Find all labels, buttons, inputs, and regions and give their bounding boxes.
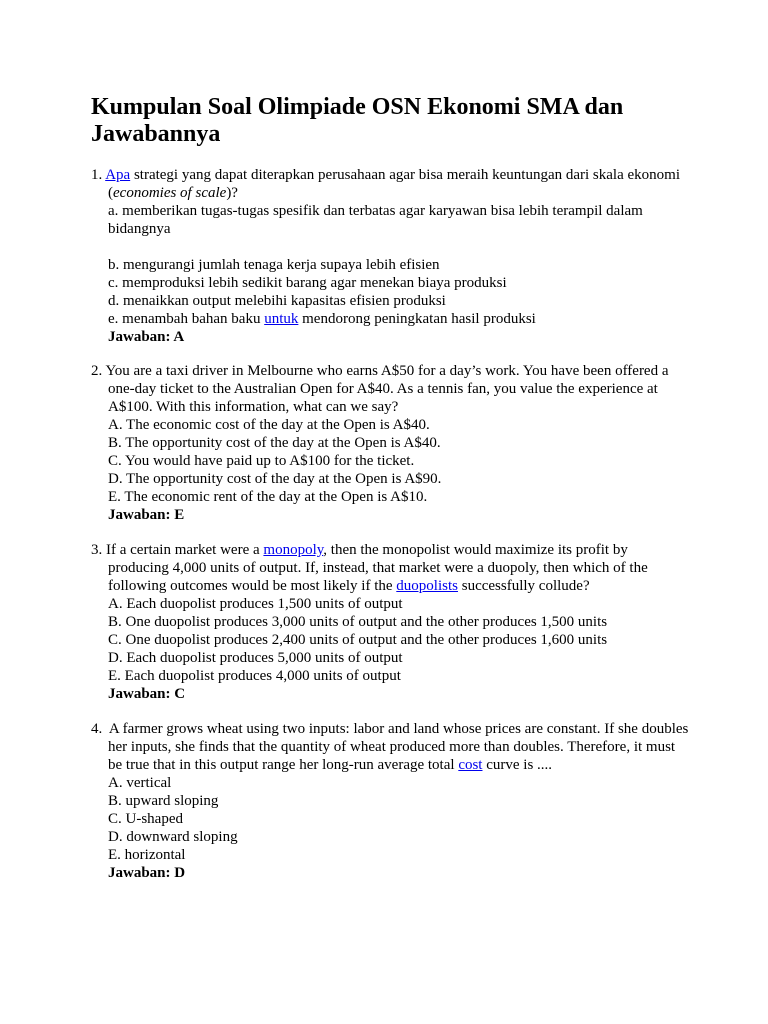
option-a: a. memberikan tugas-tugas spesifik dan terbatas agar karyawan bisa lebih terampil dalam bidangnya: [108, 203, 643, 237]
option-e: E. horizontal: [108, 847, 186, 863]
question-number: 3.: [91, 542, 103, 558]
option-c: C. You would have paid up to A$100 for the ticket.: [108, 453, 415, 469]
question-2-stem: 2. You are a taxi driver in Melbourne who earns A$50 for a day’s work. You have been offered a one-day ticket to the Australian Open for A$40. As a tennis fan, you value the experience at A$100. With this information, what can we say?: [91, 363, 669, 415]
page-title: Kumpulan Soal Olimpiade OSN Ekonomi SMA dan Jawabannya: [91, 94, 624, 147]
option-a: A. vertical: [108, 775, 172, 791]
question-3: [91, 541, 691, 703]
question-1-stem: 1. Apa strategi yang dapat diterapkan perusahaan agar bisa meraih keuntungan dari skala ekonomi (economies of scale)?: [91, 167, 680, 201]
question-4: [91, 720, 691, 882]
option-c: C. U-shaped: [108, 811, 183, 827]
option-e: E. The economic rent of the day at the Open is A$10.: [108, 489, 428, 505]
option-b: b. mengurangi jumlah tenaga kerja supaya lebih efisien: [108, 257, 440, 273]
question-number: 4.: [91, 721, 103, 737]
link-duopolists[interactable]: duopolists: [396, 578, 458, 594]
answer: Jawaban: D: [108, 865, 186, 881]
option-b: B. upward sloping: [108, 793, 219, 809]
question-3-stem: 3. If a certain market were a monopoly, then the monopolist would maximize its profit by producing 4,000 units of output. If, instead, that market were a duopoly, then which of the following outcomes would be most likely if the duopolists successfully collude?: [91, 542, 648, 594]
option-d: D. downward sloping: [108, 829, 238, 845]
option-c: C. One duopolist produces 2,400 units of output and the other produces 1,600 units: [108, 632, 608, 648]
option-b: B. One duopolist produces 3,000 units of output and the other produces 1,500 units: [108, 614, 608, 630]
spacer: [91, 238, 691, 256]
option-b: B. The opportunity cost of the day at the Open is A$40.: [108, 435, 441, 451]
answer: Jawaban: E: [108, 507, 185, 523]
link-untuk[interactable]: untuk: [264, 311, 299, 327]
link-apa[interactable]: Apa: [105, 167, 131, 183]
link-monopoly[interactable]: monopoly: [263, 542, 324, 558]
italic-term: economies of scale: [113, 185, 227, 201]
question-number: 2.: [91, 363, 103, 379]
question-2: [91, 362, 691, 524]
option-c: c. memproduksi lebih sedikit barang agar menekan biaya produksi: [108, 275, 507, 291]
question-4-stem: 4. A farmer grows wheat using two inputs: labor and land whose prices are constant. If she doubles her inputs, she finds that the quantity of wheat produced more than doubles. Therefore, it must be true that in this output range her long-run average total cost curve is ....: [91, 721, 693, 773]
option-d: d. menaikkan output melebihi kapasitas efisien produksi: [108, 293, 446, 309]
option-e: e. menambah bahan baku untuk mendorong peningkatan hasil produksi: [108, 311, 536, 327]
option-a: A. The economic cost of the day at the Open is A$40.: [108, 417, 430, 433]
question-1: [91, 166, 691, 346]
option-e: E. Each duopolist produces 4,000 units of output: [108, 668, 401, 684]
answer: Jawaban: A: [108, 329, 185, 345]
link-cost[interactable]: cost: [458, 757, 483, 773]
option-d: D. Each duopolist produces 5,000 units of output: [108, 650, 403, 666]
question-number: 1.: [91, 167, 103, 183]
option-d: D. The opportunity cost of the day at the Open is A$90.: [108, 471, 442, 487]
answer: Jawaban: C: [108, 686, 186, 702]
option-a: A. Each duopolist produces 1,500 units of output: [108, 596, 403, 612]
